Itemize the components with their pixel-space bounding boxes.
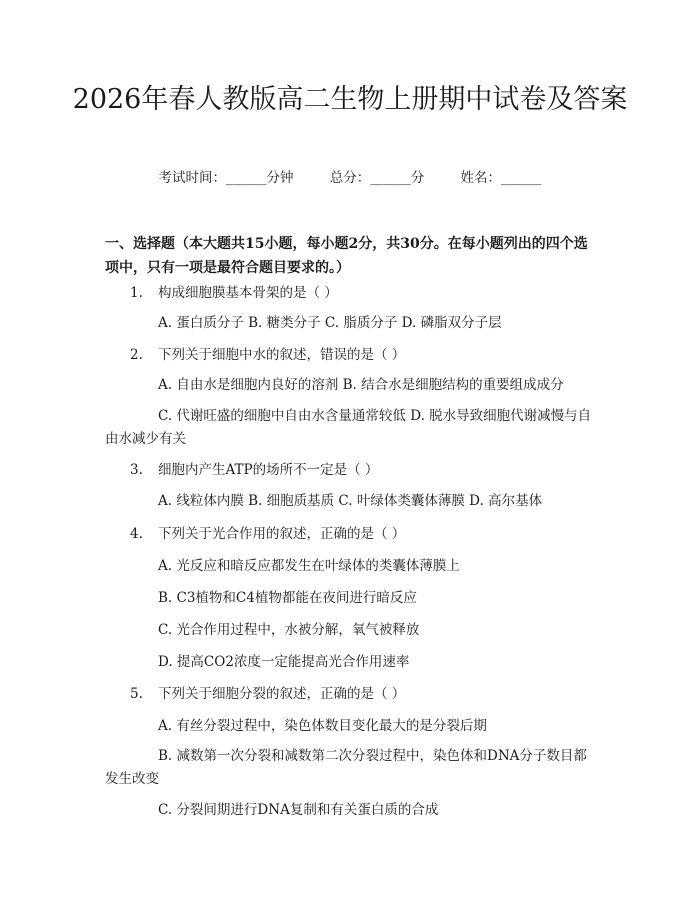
- question-stem: 细胞内产生ATP的场所不一定是（ ）: [158, 462, 379, 478]
- question-5: [130, 684, 405, 704]
- section-heading-choice: 一、选择题（本大题共15小题，每小题2分，共30分。在每小题列出的四个选项中，只有一项是最符合题目要求的。）: [105, 236, 588, 276]
- question-number: 3.: [130, 462, 143, 478]
- student-name-field: 姓名：______: [460, 170, 542, 186]
- question-3: [130, 460, 378, 480]
- question-number: 5.: [130, 686, 143, 702]
- total-score-field: 总分：______分: [329, 170, 425, 186]
- question-number: 1.: [130, 285, 143, 301]
- question-3-options: A. 线粒体内膜 B. 细胞质基质 C. 叶绿体类囊体薄膜 D. 高尔基体: [158, 493, 543, 509]
- question-5-option-a: A. 有丝分裂过程中，染色体数目变化最大的是分裂后期: [158, 718, 487, 734]
- question-stem: 下列关于光合作用的叙述，正确的是（ ）: [158, 526, 406, 542]
- question-4-option-a: A. 光反应和暗反应都发生在叶绿体的类囊体薄膜上: [158, 558, 460, 574]
- question-4-option-d: D. 提高CO2浓度一定能提高光合作用速率: [158, 654, 410, 670]
- question-number: 4.: [130, 526, 143, 542]
- question-stem: 构成细胞膜基本骨架的是（ ）: [158, 285, 338, 301]
- question-number: 2.: [130, 347, 143, 363]
- question-4-option-c: C. 光合作用过程中，水被分解，氧气被释放: [158, 622, 420, 638]
- exam-time-field: 考试时间：______分钟: [158, 170, 294, 186]
- page-title: 2026年春人教版高二生物上册期中试卷及答案: [72, 84, 628, 115]
- question-2-options-ab: A. 自由水是细胞内良好的溶剂 B. 结合水是细胞结构的重要组成成分: [158, 377, 564, 393]
- question-1: [130, 283, 338, 303]
- question-1-options: A. 蛋白质分子 B. 糖类分子 C. 脂质分子 D. 磷脂双分子层: [158, 315, 502, 331]
- question-stem: 下列关于细胞分裂的叙述，正确的是（ ）: [158, 686, 406, 702]
- question-2-options-cd: C. 代谢旺盛的细胞中自由水含量通常较低 D. 脱水导致细胞代谢减慢与自由水减少有关: [105, 408, 592, 447]
- question-stem: 下列关于细胞中水的叙述，错误的是（ ）: [158, 347, 406, 363]
- question-5-option-b: B. 减数第一次分裂和减数第二次分裂过程中，染色体和DNA分子数目都发生改变: [105, 748, 587, 787]
- question-2: [130, 345, 405, 365]
- question-5-option-c: C. 分裂间期进行DNA复制和有关蛋白质的合成: [158, 802, 439, 818]
- exam-meta: [0, 168, 700, 188]
- question-4-option-b: B. C3植物和C4植物都能在夜间进行暗反应: [158, 590, 417, 606]
- question-4: [130, 524, 405, 544]
